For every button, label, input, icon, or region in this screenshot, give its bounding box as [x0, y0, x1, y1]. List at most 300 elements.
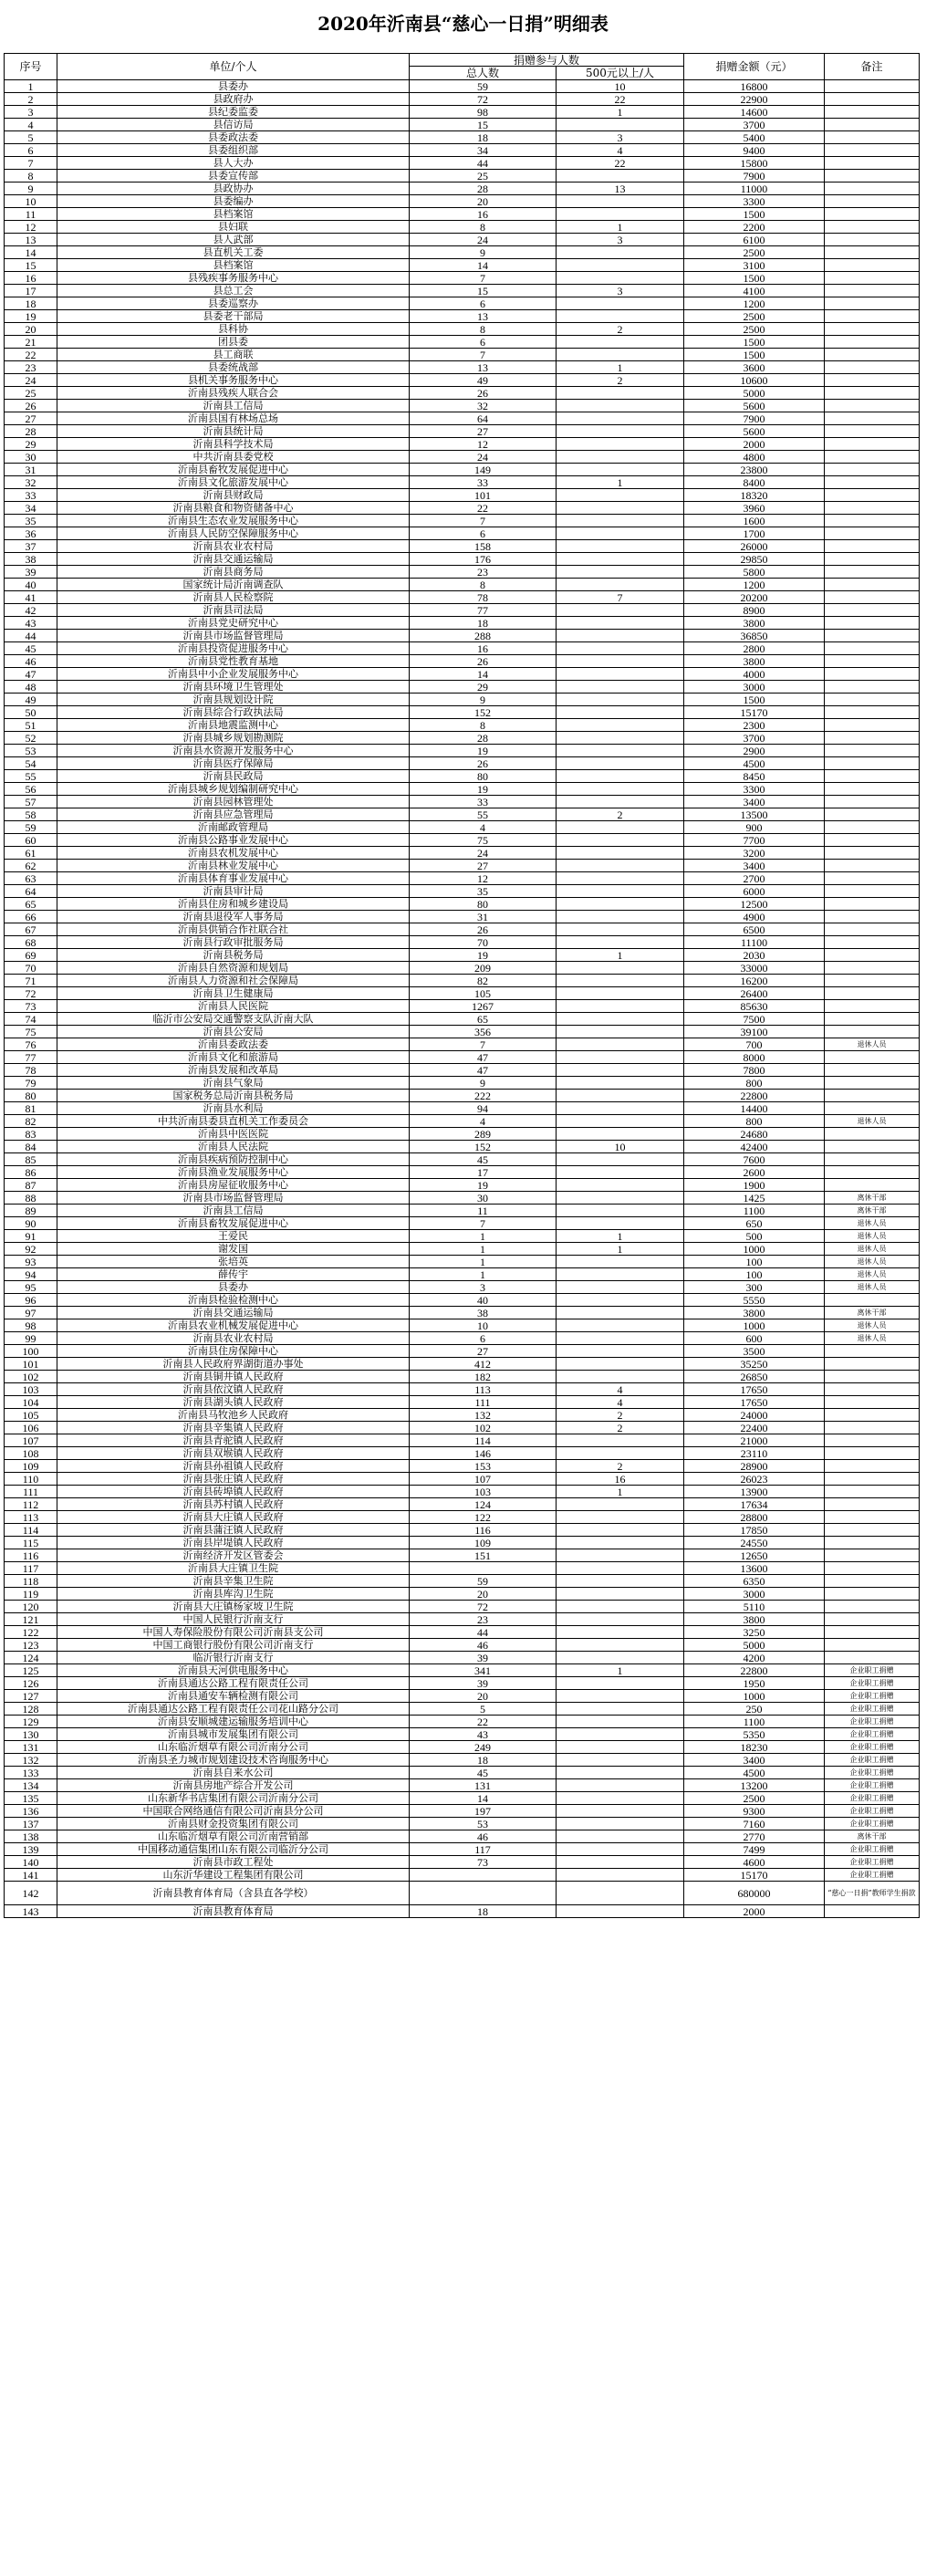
table-row	[5, 719, 920, 732]
row-seq: 32	[5, 476, 57, 489]
row-amount: 26023	[684, 1473, 825, 1486]
row-over500	[557, 527, 684, 540]
table-row	[5, 1319, 920, 1332]
row-amount: 1600	[684, 515, 825, 527]
table-row	[5, 1690, 920, 1703]
row-unit: 沂南县工信局	[57, 1205, 410, 1217]
row-unit: 团县委	[57, 336, 410, 349]
row-remark	[825, 745, 920, 757]
row-total: 32	[410, 400, 557, 412]
row-remark	[825, 400, 920, 412]
row-unit: 沂南县房屋征收服务中心	[57, 1179, 410, 1192]
row-seq: 81	[5, 1102, 57, 1115]
row-over500: 1	[557, 106, 684, 119]
row-remark	[825, 451, 920, 464]
row-over500	[557, 898, 684, 911]
row-seq: 7	[5, 157, 57, 170]
row-over500	[557, 847, 684, 860]
row-unit: 沂南县库沟卫生院	[57, 1588, 410, 1601]
row-seq: 41	[5, 591, 57, 604]
row-unit: 沂南县园林管理处	[57, 796, 410, 808]
row-unit: 沂南县通安车辆检测有限公司	[57, 1690, 410, 1703]
table-row	[5, 527, 920, 540]
table-row	[5, 464, 920, 476]
row-unit: 县妇联	[57, 221, 410, 234]
row-over500: 16	[557, 1473, 684, 1486]
row-over500	[557, 1102, 684, 1115]
row-total: 22	[410, 1716, 557, 1728]
row-remark	[825, 1013, 920, 1026]
row-remark	[825, 553, 920, 566]
row-remark	[825, 923, 920, 936]
row-unit: 沂南县市政工程处	[57, 1856, 410, 1869]
row-seq: 84	[5, 1141, 57, 1153]
row-amount: 33000	[684, 962, 825, 975]
table-row	[5, 144, 920, 157]
row-seq: 65	[5, 898, 57, 911]
row-unit: 沂南县工信局	[57, 400, 410, 412]
row-seq: 3	[5, 106, 57, 119]
row-amount: 2300	[684, 719, 825, 732]
row-amount: 500	[684, 1230, 825, 1243]
row-total: 182	[410, 1371, 557, 1383]
row-total: 209	[410, 962, 557, 975]
row-remark	[825, 1498, 920, 1511]
row-unit: 薛传宇	[57, 1268, 410, 1281]
row-amount: 17850	[684, 1524, 825, 1537]
row-remark	[825, 374, 920, 387]
row-remark	[825, 272, 920, 285]
row-amount: 1200	[684, 579, 825, 591]
row-unit: 沂南县安顺城建运输服务培训中心	[57, 1716, 410, 1728]
row-total: 26	[410, 655, 557, 668]
row-remark	[825, 860, 920, 872]
row-total: 197	[410, 1805, 557, 1818]
row-total: 103	[410, 1486, 557, 1498]
row-over500	[557, 860, 684, 872]
row-seq: 34	[5, 502, 57, 515]
row-over500	[557, 1575, 684, 1588]
row-total: 18	[410, 131, 557, 144]
row-seq: 31	[5, 464, 57, 476]
row-total: 176	[410, 553, 557, 566]
row-total: 16	[410, 642, 557, 655]
header-unit: 单位/个人	[57, 54, 410, 80]
row-seq: 12	[5, 221, 57, 234]
table-row	[5, 1524, 920, 1537]
table-row	[5, 847, 920, 860]
row-total: 10	[410, 1319, 557, 1332]
row-unit: 沂南县辛集镇人民政府	[57, 1422, 410, 1434]
row-remark	[825, 1460, 920, 1473]
row-amount: 7160	[684, 1818, 825, 1830]
row-over500	[557, 195, 684, 208]
row-over500	[557, 1779, 684, 1792]
row-seq: 103	[5, 1383, 57, 1396]
row-unit: 沂南县委政法委	[57, 1038, 410, 1051]
row-unit: 沂南县砖埠镇人民政府	[57, 1486, 410, 1498]
row-amount: 1500	[684, 272, 825, 285]
row-seq: 27	[5, 412, 57, 425]
row-unit: 县委组织部	[57, 144, 410, 157]
row-amount: 3400	[684, 796, 825, 808]
row-total: 117	[410, 1843, 557, 1856]
row-over500	[557, 1601, 684, 1613]
row-seq: 143	[5, 1905, 57, 1918]
row-over500	[557, 540, 684, 553]
table-row	[5, 425, 920, 438]
row-remark	[825, 387, 920, 400]
row-total: 30	[410, 1192, 557, 1205]
row-remark: 退休人员	[825, 1332, 920, 1345]
row-over500	[557, 1358, 684, 1371]
table-row	[5, 1779, 920, 1792]
row-unit: 县科协	[57, 323, 410, 336]
row-amount: 14600	[684, 106, 825, 119]
row-unit: 沂南县疾病预防控制中心	[57, 1153, 410, 1166]
row-over500	[557, 885, 684, 898]
row-remark: 企业职工捐赠	[825, 1754, 920, 1767]
row-remark: 离休干部	[825, 1192, 920, 1205]
row-over500	[557, 553, 684, 566]
row-total: 12	[410, 872, 557, 885]
row-total: 113	[410, 1383, 557, 1396]
row-total: 27	[410, 1345, 557, 1358]
row-unit: 沂南县综合行政执法局	[57, 706, 410, 719]
row-amount: 700	[684, 1038, 825, 1051]
row-seq: 10	[5, 195, 57, 208]
row-remark	[825, 642, 920, 655]
row-over500	[557, 936, 684, 949]
table-row	[5, 987, 920, 1000]
row-remark	[825, 1473, 920, 1486]
row-over500	[557, 987, 684, 1000]
row-unit: 沂南县自然资源和规划局	[57, 962, 410, 975]
row-remark	[825, 221, 920, 234]
row-over500: 3	[557, 285, 684, 297]
row-total: 80	[410, 770, 557, 783]
header-seq: 序号	[5, 54, 57, 80]
row-unit: 沂南县苏村镇人民政府	[57, 1498, 410, 1511]
row-remark	[825, 540, 920, 553]
row-remark	[825, 1549, 920, 1562]
table-row	[5, 757, 920, 770]
row-unit: 沂南县税务局	[57, 949, 410, 962]
row-unit: 山东临沂烟草有限公司沂南营销部	[57, 1830, 410, 1843]
row-total: 20	[410, 1588, 557, 1601]
row-seq: 98	[5, 1319, 57, 1332]
row-total: 109	[410, 1537, 557, 1549]
row-unit: 沂南县残疾人联合会	[57, 387, 410, 400]
row-seq: 67	[5, 923, 57, 936]
row-over500	[557, 464, 684, 476]
table-row	[5, 1575, 920, 1588]
row-remark	[825, 438, 920, 451]
row-seq: 44	[5, 630, 57, 642]
row-total: 72	[410, 1601, 557, 1613]
row-total: 49	[410, 374, 557, 387]
row-remark	[825, 259, 920, 272]
row-amount: 7700	[684, 834, 825, 847]
row-amount: 5800	[684, 566, 825, 579]
row-over500	[557, 1281, 684, 1294]
row-seq: 112	[5, 1498, 57, 1511]
table-row	[5, 234, 920, 246]
table-row	[5, 1051, 920, 1064]
row-amount: 4500	[684, 757, 825, 770]
row-total: 289	[410, 1128, 557, 1141]
row-unit: 沂南县交通运输局	[57, 553, 410, 566]
row-seq: 71	[5, 975, 57, 987]
row-unit: 县委办	[57, 1281, 410, 1294]
row-remark	[825, 655, 920, 668]
row-unit: 沂南县教育体育局（含县直各学校）	[57, 1882, 410, 1905]
table-row	[5, 1664, 920, 1677]
row-remark	[825, 1371, 920, 1383]
table-row	[5, 630, 920, 642]
row-total: 4	[410, 821, 557, 834]
row-amount: 100	[684, 1268, 825, 1281]
table-row	[5, 885, 920, 898]
row-total: 23	[410, 1613, 557, 1626]
row-unit: 中国移动通信集团山东有限公司临沂分公司	[57, 1843, 410, 1856]
row-seq: 125	[5, 1664, 57, 1677]
table-row	[5, 1000, 920, 1013]
row-remark	[825, 949, 920, 962]
row-seq: 58	[5, 808, 57, 821]
row-unit: 县委统战部	[57, 361, 410, 374]
row-amount: 15800	[684, 157, 825, 170]
row-remark	[825, 617, 920, 630]
row-over500	[557, 579, 684, 591]
row-amount: 800	[684, 1115, 825, 1128]
row-seq: 48	[5, 681, 57, 694]
table-row	[5, 911, 920, 923]
row-remark	[825, 732, 920, 745]
row-seq: 109	[5, 1460, 57, 1473]
row-over500	[557, 745, 684, 757]
table-row	[5, 1307, 920, 1319]
row-remark	[825, 1562, 920, 1575]
row-over500	[557, 1077, 684, 1090]
row-total: 13	[410, 361, 557, 374]
table-row	[5, 1549, 920, 1562]
row-seq: 107	[5, 1434, 57, 1447]
row-over500	[557, 975, 684, 987]
row-total	[410, 1562, 557, 1575]
row-seq: 74	[5, 1013, 57, 1026]
row-total: 14	[410, 1792, 557, 1805]
row-remark	[825, 1447, 920, 1460]
row-over500: 1	[557, 1664, 684, 1677]
table-row	[5, 259, 920, 272]
row-total: 288	[410, 630, 557, 642]
table-body	[5, 80, 920, 1918]
row-over500	[557, 1434, 684, 1447]
row-total: 20	[410, 1690, 557, 1703]
row-seq: 17	[5, 285, 57, 297]
row-amount: 20200	[684, 591, 825, 604]
row-total: 20	[410, 195, 557, 208]
table-row	[5, 1792, 920, 1805]
row-seq: 82	[5, 1115, 57, 1128]
row-remark	[825, 208, 920, 221]
row-seq: 119	[5, 1588, 57, 1601]
table-row	[5, 1064, 920, 1077]
table-row	[5, 451, 920, 464]
table-row	[5, 872, 920, 885]
row-total: 39	[410, 1677, 557, 1690]
table-row	[5, 821, 920, 834]
table-row	[5, 157, 920, 170]
row-remark: 退休人员	[825, 1319, 920, 1332]
row-unit: 沂南县马牧池乡人民政府	[57, 1409, 410, 1422]
row-remark	[825, 1166, 920, 1179]
row-over500: 13	[557, 183, 684, 195]
row-total: 111	[410, 1396, 557, 1409]
table-row	[5, 706, 920, 719]
table-row	[5, 808, 920, 821]
table-row	[5, 1460, 920, 1473]
table-row	[5, 400, 920, 412]
row-seq: 101	[5, 1358, 57, 1371]
row-remark	[825, 1434, 920, 1447]
row-total: 26	[410, 757, 557, 770]
row-remark	[825, 847, 920, 860]
table-row	[5, 1613, 920, 1626]
row-total: 13	[410, 310, 557, 323]
row-amount: 100	[684, 1256, 825, 1268]
row-remark	[825, 936, 920, 949]
row-unit: 沂南经济开发区管委会	[57, 1549, 410, 1562]
table-row	[5, 540, 920, 553]
row-unit: 沂南县市场监督管理局	[57, 1192, 410, 1205]
row-amount: 800	[684, 1077, 825, 1090]
row-remark	[825, 489, 920, 502]
row-seq: 63	[5, 872, 57, 885]
row-total: 7	[410, 1038, 557, 1051]
row-unit: 中共沂南县委县直机关工作委员会	[57, 1115, 410, 1128]
row-remark	[825, 1128, 920, 1141]
row-over500	[557, 1818, 684, 1830]
row-over500	[557, 412, 684, 425]
row-remark	[825, 157, 920, 170]
row-remark	[825, 246, 920, 259]
row-total: 35	[410, 885, 557, 898]
row-amount: 5550	[684, 1294, 825, 1307]
row-remark	[825, 412, 920, 425]
row-amount: 11100	[684, 936, 825, 949]
row-amount: 13200	[684, 1779, 825, 1792]
row-remark	[825, 361, 920, 374]
row-remark: 企业职工捐赠	[825, 1690, 920, 1703]
row-total: 77	[410, 604, 557, 617]
table-row	[5, 1498, 920, 1511]
row-unit: 沂南县医疗保障局	[57, 757, 410, 770]
row-total: 19	[410, 745, 557, 757]
row-amount: 26000	[684, 540, 825, 553]
table-row	[5, 1639, 920, 1652]
row-remark	[825, 975, 920, 987]
row-amount: 7600	[684, 1153, 825, 1166]
row-total: 14	[410, 259, 557, 272]
row-amount: 3100	[684, 259, 825, 272]
row-total: 9	[410, 694, 557, 706]
row-unit: 沂南县市场监督管理局	[57, 630, 410, 642]
table-row	[5, 1741, 920, 1754]
row-amount: 16200	[684, 975, 825, 987]
row-total: 22	[410, 502, 557, 515]
row-amount: 1100	[684, 1716, 825, 1728]
row-over500	[557, 923, 684, 936]
row-remark	[825, 1141, 920, 1153]
row-amount: 5600	[684, 400, 825, 412]
row-total: 23	[410, 566, 557, 579]
row-remark	[825, 131, 920, 144]
row-seq: 70	[5, 962, 57, 975]
table-row	[5, 1345, 920, 1358]
table-row	[5, 285, 920, 297]
row-total: 222	[410, 1090, 557, 1102]
row-seq: 93	[5, 1256, 57, 1268]
row-seq: 30	[5, 451, 57, 464]
row-total: 9	[410, 246, 557, 259]
table-row	[5, 1102, 920, 1115]
row-amount: 8450	[684, 770, 825, 783]
row-remark	[825, 796, 920, 808]
table-row	[5, 297, 920, 310]
row-over500	[557, 1447, 684, 1460]
table-row	[5, 579, 920, 591]
table-row	[5, 1128, 920, 1141]
row-total: 72	[410, 93, 557, 106]
row-unit: 沂南县青驼镇人民政府	[57, 1434, 410, 1447]
row-amount: 29850	[684, 553, 825, 566]
row-unit: 县委编办	[57, 195, 410, 208]
row-total: 65	[410, 1013, 557, 1026]
row-over500	[557, 119, 684, 131]
row-remark	[825, 1064, 920, 1077]
row-amount: 2500	[684, 323, 825, 336]
row-seq: 18	[5, 297, 57, 310]
row-remark	[825, 527, 920, 540]
row-over500	[557, 1511, 684, 1524]
row-remark	[825, 1626, 920, 1639]
row-amount: 4800	[684, 451, 825, 464]
row-amount: 5400	[684, 131, 825, 144]
row-unit: 沂南县卫生健康局	[57, 987, 410, 1000]
row-over500	[557, 719, 684, 732]
row-amount: 3000	[684, 681, 825, 694]
row-total: 3	[410, 1281, 557, 1294]
row-amount: 2600	[684, 1166, 825, 1179]
row-over500	[557, 1792, 684, 1805]
table-row	[5, 1805, 920, 1818]
row-unit: 县总工会	[57, 285, 410, 297]
table-row	[5, 1166, 920, 1179]
row-remark	[825, 987, 920, 1000]
row-over500: 2	[557, 808, 684, 821]
row-total: 64	[410, 412, 557, 425]
table-row	[5, 1179, 920, 1192]
row-amount: 7500	[684, 1013, 825, 1026]
row-amount: 4600	[684, 1856, 825, 1869]
row-amount: 11000	[684, 183, 825, 195]
row-unit: 沂南县应急管理局	[57, 808, 410, 821]
row-amount: 3700	[684, 119, 825, 131]
table-row	[5, 183, 920, 195]
table-row	[5, 1511, 920, 1524]
